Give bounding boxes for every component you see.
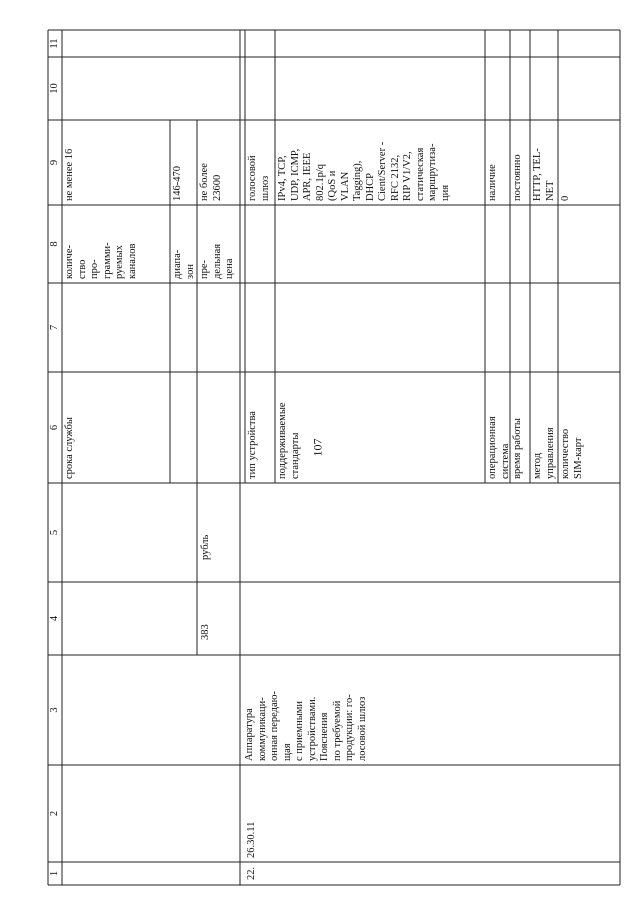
characteristic-name-line: стандарты (289, 432, 301, 479)
parameter-value (199, 124, 224, 201)
product-name-line: коммуникаци- (256, 697, 268, 761)
characteristic-value-line: ция (439, 184, 451, 201)
column-number: 10 (49, 83, 60, 94)
product-name-line: с приемными (294, 700, 305, 761)
page-number: 107 (310, 438, 325, 457)
parameter-name-line: дельная (211, 243, 223, 279)
column-number: 5 (49, 529, 60, 536)
parameter-name (172, 209, 197, 279)
parameter-name-line: зон (184, 264, 196, 279)
product-name-line: лосовой шлюз (356, 696, 368, 761)
parameter-name (199, 209, 237, 279)
price-value: 383 (200, 624, 211, 640)
column-number: 11 (49, 38, 60, 49)
characteristic-value (532, 124, 557, 201)
parameter-name-line: руемых (114, 245, 125, 279)
column-number: 1 (49, 870, 60, 877)
parameter-value-line: 146-470 (172, 166, 183, 201)
characteristic-name-line: количество (560, 428, 571, 479)
characteristic-value-line: наличие (487, 164, 498, 201)
column-number: 7 (49, 324, 60, 331)
characteristic-name-line: поддерживаемые (277, 402, 288, 479)
parameter-name-line: диапа- (172, 249, 183, 279)
characteristic-value (512, 124, 525, 201)
characteristic-value-line: Cient/Server - (377, 141, 388, 201)
parameter-value-line: 23600 (211, 174, 223, 201)
characteristic-value-line: IPv4, TCP, (277, 155, 288, 201)
column-number: 3 (49, 707, 60, 713)
product-name-line: по требуемой (331, 700, 343, 761)
characteristic-value-line: RFC 2132, (389, 154, 401, 201)
parameter-name-line: ство (76, 259, 88, 279)
characteristic-value-line: шлюз (259, 175, 271, 201)
parameter-name-line: цена (224, 258, 235, 279)
column-number: 8 (49, 241, 60, 247)
characteristic-name-line: время работы (512, 418, 523, 479)
okpd2-code: 26.30.11 (246, 821, 257, 858)
characteristic-value (247, 124, 272, 201)
characteristic-name (532, 376, 557, 479)
characteristic-value-line: RIP V1/V2, (402, 151, 413, 201)
characteristic-name-line: управления (544, 427, 556, 479)
row-number: 22. (246, 866, 257, 880)
characteristic-value-line: 0 (560, 195, 571, 201)
characteristic-value-line: NET (544, 180, 556, 201)
parameter-name-line: пре- (199, 259, 210, 279)
characteristic-value-line: HTTP, TEL- (532, 148, 543, 201)
characteristic-value-line: голосовой (247, 155, 258, 201)
product-name-line: устройствами. (306, 696, 318, 761)
characteristic-value-line: (QoS и (327, 170, 338, 201)
characteristic-name-line: тип устройства (247, 411, 258, 479)
characteristic-value-line: Tagging), (352, 160, 363, 201)
characteristic-name (277, 376, 302, 479)
characteristic-value-line: статическая (414, 147, 426, 201)
characteristic-name-line: операционная (487, 416, 498, 479)
characteristic-value (560, 124, 573, 201)
characteristic-value (487, 124, 500, 201)
characteristic-name-line: метод (532, 452, 543, 479)
characteristic-name (247, 376, 260, 479)
unit-name: рубль (200, 534, 211, 560)
service-life-label: срока службы (64, 417, 75, 479)
characteristic-value-line: UDP, ICMP, (289, 148, 301, 201)
parameter-name-line: грамми- (101, 242, 113, 279)
product-name-line: Пояснения (319, 712, 330, 761)
characteristic-name (560, 376, 585, 479)
characteristic-name-line: система (499, 443, 511, 479)
characteristic-name (512, 376, 525, 479)
characteristic-value-line: DHCP (364, 172, 376, 201)
parameter-name (64, 209, 139, 279)
parameter-value (172, 124, 185, 201)
parameter-name-line: про- (89, 259, 100, 279)
characteristic-name-line: SIM-карт (572, 437, 584, 479)
column-number: 2 (49, 810, 60, 817)
parameter-name-line: количе- (64, 245, 75, 279)
characteristic-value-line: APR, IEEE (302, 152, 313, 201)
characteristic-value-line: 802.1p/q (314, 163, 326, 201)
parameter-value (64, 124, 77, 201)
parameter-value-line: не менее 16 (64, 148, 75, 201)
column-number: 6 (49, 424, 60, 431)
product-name-line: продукции: го- (344, 694, 355, 761)
product-name-line: Аппаратура (244, 708, 255, 761)
product-name (244, 659, 369, 761)
product-name-line: щая (281, 743, 293, 761)
characteristic-name (487, 376, 512, 479)
product-name-line: онная передаю- (269, 691, 280, 761)
parameter-name-line: каналов (126, 243, 138, 279)
characteristic-value-line: маршрутиза- (427, 143, 438, 201)
parameter-value-line: не более (199, 163, 210, 201)
characteristic-value-line: VLAN (339, 171, 351, 201)
column-number: 9 (49, 159, 60, 166)
characteristic-value-line: постоянно (512, 154, 523, 201)
characteristic-value (277, 124, 452, 201)
column-number: 4 (49, 615, 60, 622)
